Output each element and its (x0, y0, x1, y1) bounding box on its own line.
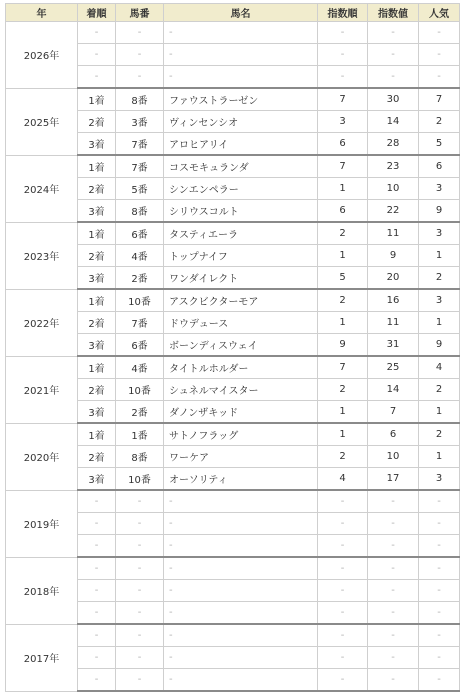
index-rank-cell: 2 (318, 289, 368, 312)
past-results-table (5, 3, 460, 692)
index-value-cell: 11 (368, 222, 419, 245)
index-rank-cell: 1 (318, 178, 368, 200)
finish-cell: 3着 (78, 401, 116, 424)
horse-name-cell: サトノフラッグ (164, 423, 318, 446)
popularity-cell: 1 (419, 312, 460, 334)
horse-name-cell: - (164, 22, 318, 44)
number-cell: - (116, 44, 164, 66)
popularity-cell: - (419, 22, 460, 44)
popularity-cell: - (419, 490, 460, 513)
number-cell: 2番 (116, 267, 164, 290)
popularity-cell: - (419, 66, 460, 89)
index-rank-cell: - (318, 535, 368, 558)
header-year: 年 (6, 4, 78, 22)
finish-cell: 2着 (78, 446, 116, 468)
header-index-value: 指数値 (368, 4, 419, 22)
index-value-cell: - (368, 580, 419, 602)
index-value-cell: 30 (368, 88, 419, 111)
popularity-cell: 1 (419, 245, 460, 267)
finish-cell: - (78, 535, 116, 558)
finish-cell: 1着 (78, 155, 116, 178)
finish-cell: 1着 (78, 423, 116, 446)
popularity-cell: 3 (419, 289, 460, 312)
popularity-cell: 9 (419, 334, 460, 357)
finish-cell: - (78, 580, 116, 602)
popularity-cell: 2 (419, 379, 460, 401)
finish-cell: 2着 (78, 111, 116, 133)
header-finish: 着順 (78, 4, 116, 22)
index-value-cell: 10 (368, 178, 419, 200)
index-rank-cell: 5 (318, 267, 368, 290)
horse-name-cell: ダノンザキッド (164, 401, 318, 424)
year-cell: 2026年 (6, 22, 78, 89)
number-cell: 8番 (116, 200, 164, 223)
table-row (6, 624, 460, 647)
index-value-cell: - (368, 44, 419, 66)
popularity-cell: 2 (419, 111, 460, 133)
index-value-cell: - (368, 535, 419, 558)
horse-name-cell: シリウスコルト (164, 200, 318, 223)
year-cell: 2018年 (6, 557, 78, 624)
horse-name-cell: - (164, 66, 318, 89)
horse-name-cell: ボーンディスウェイ (164, 334, 318, 357)
horse-name-cell: - (164, 490, 318, 513)
index-rank-cell: - (318, 22, 368, 44)
horse-name-cell: - (164, 44, 318, 66)
finish-cell: - (78, 490, 116, 513)
number-cell: 6番 (116, 222, 164, 245)
popularity-cell: 3 (419, 178, 460, 200)
finish-cell: 2着 (78, 245, 116, 267)
index-rank-cell: 1 (318, 401, 368, 424)
index-rank-cell: 2 (318, 379, 368, 401)
finish-cell: 3着 (78, 334, 116, 357)
popularity-cell: - (419, 602, 460, 625)
finish-cell: 1着 (78, 356, 116, 379)
horse-name-cell: - (164, 669, 318, 692)
finish-cell: - (78, 44, 116, 66)
index-value-cell: 9 (368, 245, 419, 267)
year-cell: 2017年 (6, 624, 78, 691)
popularity-cell: - (419, 669, 460, 692)
horse-name-cell: - (164, 647, 318, 669)
number-cell: - (116, 490, 164, 513)
popularity-cell: - (419, 535, 460, 558)
popularity-cell: - (419, 580, 460, 602)
index-value-cell: 6 (368, 423, 419, 446)
horse-name-cell: コスモキュランダ (164, 155, 318, 178)
number-cell: - (116, 647, 164, 669)
index-value-cell: - (368, 647, 419, 669)
table-row (6, 423, 460, 446)
popularity-cell: 1 (419, 401, 460, 424)
popularity-cell: - (419, 624, 460, 647)
finish-cell: - (78, 513, 116, 535)
horse-name-cell: ファウストラーゼン (164, 88, 318, 111)
finish-cell: - (78, 557, 116, 580)
index-value-cell: - (368, 602, 419, 625)
horse-name-cell: - (164, 535, 318, 558)
popularity-cell: 3 (419, 468, 460, 491)
index-value-cell: 31 (368, 334, 419, 357)
table-row (6, 557, 460, 580)
table-row (6, 222, 460, 245)
index-value-cell: 17 (368, 468, 419, 491)
finish-cell: 1着 (78, 222, 116, 245)
index-rank-cell: 1 (318, 245, 368, 267)
index-value-cell: - (368, 22, 419, 44)
horse-name-cell: タイトルホルダー (164, 356, 318, 379)
finish-cell: 2着 (78, 379, 116, 401)
index-value-cell: - (368, 624, 419, 647)
year-cell: 2022年 (6, 289, 78, 356)
finish-cell: 1着 (78, 88, 116, 111)
popularity-cell: 3 (419, 222, 460, 245)
index-rank-cell: 3 (318, 111, 368, 133)
number-cell: 2番 (116, 401, 164, 424)
year-cell: 2021年 (6, 356, 78, 423)
table-row (6, 289, 460, 312)
finish-cell: - (78, 602, 116, 625)
popularity-cell: 2 (419, 267, 460, 290)
horse-name-cell: - (164, 602, 318, 625)
index-rank-cell: 1 (318, 312, 368, 334)
index-value-cell: 20 (368, 267, 419, 290)
number-cell: - (116, 22, 164, 44)
horse-name-cell: アスクビクターモア (164, 289, 318, 312)
horse-name-cell: ドウデュース (164, 312, 318, 334)
index-value-cell: - (368, 513, 419, 535)
header-index-rank: 指数順 (318, 4, 368, 22)
index-rank-cell: - (318, 580, 368, 602)
number-cell: 7番 (116, 312, 164, 334)
number-cell: 7番 (116, 155, 164, 178)
index-value-cell: 14 (368, 111, 419, 133)
index-rank-cell: 6 (318, 200, 368, 223)
finish-cell: - (78, 66, 116, 89)
index-rank-cell: 2 (318, 222, 368, 245)
year-cell: 2020年 (6, 423, 78, 490)
finish-cell: 3着 (78, 267, 116, 290)
index-value-cell: 28 (368, 133, 419, 156)
number-cell: - (116, 66, 164, 89)
index-value-cell: - (368, 66, 419, 89)
popularity-cell: 6 (419, 155, 460, 178)
index-value-cell: 25 (368, 356, 419, 379)
finish-cell: 3着 (78, 200, 116, 223)
index-rank-cell: - (318, 602, 368, 625)
horse-name-cell: - (164, 624, 318, 647)
index-rank-cell: 2 (318, 446, 368, 468)
index-rank-cell: 7 (318, 155, 368, 178)
finish-cell: - (78, 669, 116, 692)
index-value-cell: - (368, 557, 419, 580)
index-rank-cell: - (318, 557, 368, 580)
popularity-cell: 4 (419, 356, 460, 379)
index-rank-cell: - (318, 66, 368, 89)
header-horse: 馬名 (164, 4, 318, 22)
index-value-cell: 22 (368, 200, 419, 223)
popularity-cell: - (419, 647, 460, 669)
horse-name-cell: - (164, 580, 318, 602)
horse-name-cell: トップナイフ (164, 245, 318, 267)
number-cell: - (116, 513, 164, 535)
table-row (6, 356, 460, 379)
table-row (6, 490, 460, 513)
number-cell: - (116, 557, 164, 580)
horse-name-cell: タスティエーラ (164, 222, 318, 245)
popularity-cell: 1 (419, 446, 460, 468)
index-rank-cell: 1 (318, 423, 368, 446)
number-cell: 4番 (116, 356, 164, 379)
horse-name-cell: シンエンペラー (164, 178, 318, 200)
index-rank-cell: 9 (318, 334, 368, 357)
header-row (6, 4, 460, 22)
number-cell: 1番 (116, 423, 164, 446)
popularity-cell: 7 (419, 88, 460, 111)
year-cell: 2024年 (6, 155, 78, 222)
table-row (6, 155, 460, 178)
year-cell: 2019年 (6, 490, 78, 557)
popularity-cell: 2 (419, 423, 460, 446)
horse-name-cell: シュネルマイスター (164, 379, 318, 401)
year-cell: 2025年 (6, 88, 78, 155)
number-cell: 10番 (116, 379, 164, 401)
finish-cell: 3着 (78, 133, 116, 156)
index-rank-cell: 7 (318, 88, 368, 111)
index-rank-cell: - (318, 669, 368, 692)
table-header (6, 4, 460, 22)
table-row (6, 22, 460, 44)
number-cell: - (116, 602, 164, 625)
popularity-cell: - (419, 557, 460, 580)
index-value-cell: 11 (368, 312, 419, 334)
index-value-cell: - (368, 669, 419, 692)
finish-cell: 3着 (78, 468, 116, 491)
number-cell: 3番 (116, 111, 164, 133)
index-value-cell: 7 (368, 401, 419, 424)
horse-name-cell: ヴィンセンシオ (164, 111, 318, 133)
header-popularity: 人気 (419, 4, 460, 22)
index-value-cell: - (368, 490, 419, 513)
index-value-cell: 14 (368, 379, 419, 401)
popularity-cell: 9 (419, 200, 460, 223)
number-cell: 6番 (116, 334, 164, 357)
number-cell: 10番 (116, 468, 164, 491)
horse-name-cell: オーソリティ (164, 468, 318, 491)
table-body (6, 22, 460, 692)
popularity-cell: - (419, 513, 460, 535)
index-rank-cell: - (318, 647, 368, 669)
index-value-cell: 10 (368, 446, 419, 468)
number-cell: 10番 (116, 289, 164, 312)
table-row (6, 88, 460, 111)
finish-cell: - (78, 22, 116, 44)
number-cell: 8番 (116, 88, 164, 111)
number-cell: - (116, 535, 164, 558)
number-cell: 7番 (116, 133, 164, 156)
popularity-cell: - (419, 44, 460, 66)
index-rank-cell: 4 (318, 468, 368, 491)
index-rank-cell: - (318, 44, 368, 66)
finish-cell: 2着 (78, 178, 116, 200)
horse-name-cell: ワーケア (164, 446, 318, 468)
finish-cell: - (78, 647, 116, 669)
index-rank-cell: - (318, 490, 368, 513)
horse-name-cell: ワンダイレクト (164, 267, 318, 290)
year-cell: 2023年 (6, 222, 78, 289)
number-cell: 5番 (116, 178, 164, 200)
header-number: 馬番 (116, 4, 164, 22)
index-value-cell: 23 (368, 155, 419, 178)
index-rank-cell: 6 (318, 133, 368, 156)
finish-cell: 1着 (78, 289, 116, 312)
finish-cell: - (78, 624, 116, 647)
index-rank-cell: 7 (318, 356, 368, 379)
number-cell: - (116, 624, 164, 647)
index-rank-cell: - (318, 513, 368, 535)
horse-name-cell: アロヒアリイ (164, 133, 318, 156)
number-cell: 4番 (116, 245, 164, 267)
horse-name-cell: - (164, 513, 318, 535)
index-value-cell: 16 (368, 289, 419, 312)
horse-name-cell: - (164, 557, 318, 580)
number-cell: 8番 (116, 446, 164, 468)
popularity-cell: 5 (419, 133, 460, 156)
finish-cell: 2着 (78, 312, 116, 334)
number-cell: - (116, 669, 164, 692)
index-rank-cell: - (318, 624, 368, 647)
number-cell: - (116, 580, 164, 602)
